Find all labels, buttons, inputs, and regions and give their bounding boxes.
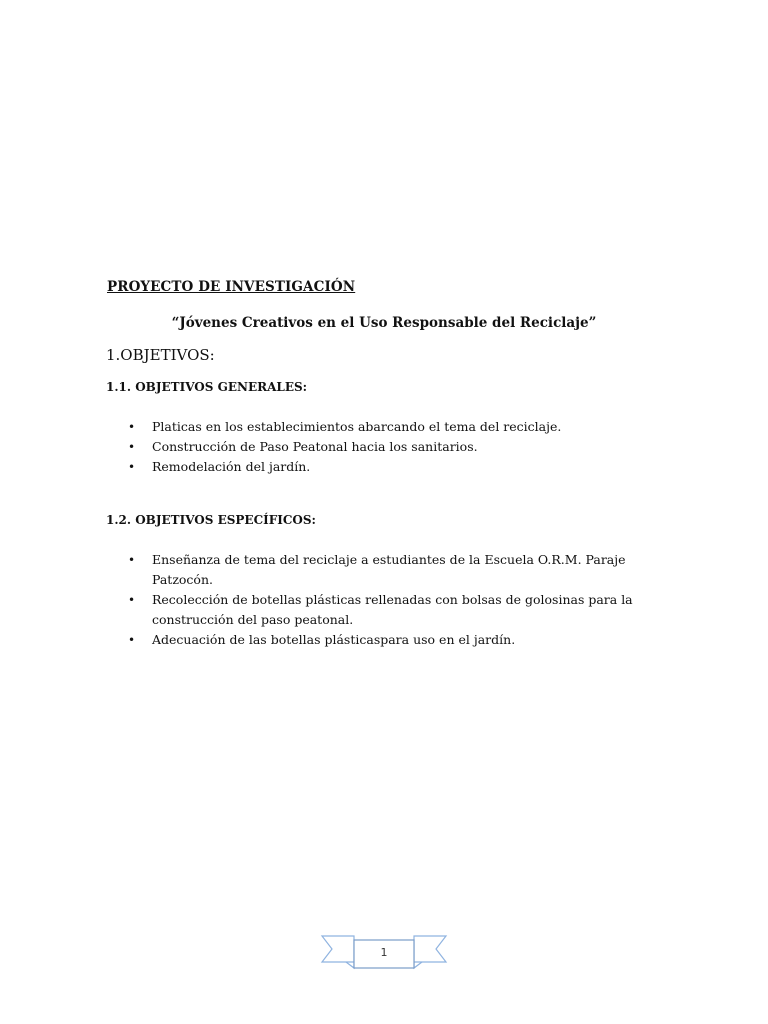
- document-subtitle: “Jóvenes Creativos en el Uso Responsable del Reciclaje”: [171, 315, 597, 331]
- general-objectives-list: [128, 417, 668, 477]
- specific-objectives-list: [128, 550, 668, 650]
- list-item: [128, 417, 668, 437]
- subsection-heading-especificos: 1.2. OBJETIVOS ESPECÍFICOS:: [106, 513, 316, 527]
- bullet-icon: •: [128, 420, 136, 434]
- subsection-heading-generales: 1.1. OBJETIVOS GENERALES:: [106, 380, 308, 394]
- bullet-icon: •: [128, 460, 136, 474]
- list-item-text: Construcción de Paso Peatonal hacia los sanitarios.: [152, 439, 478, 454]
- section-heading-objetivos: 1.OBJETIVOS:: [106, 346, 215, 364]
- bullet-icon: •: [128, 553, 136, 567]
- list-item-text: Enseñanza de tema del reciclaje a estudiantes de la Escuela O.R.M. Paraje Patzocón.: [152, 552, 626, 587]
- list-item-text: Recolección de botellas plásticas rellenadas con bolsas de golosinas para la construcción del paso peatonal.: [152, 592, 633, 627]
- list-item-text: Adecuación de las botellas plásticaspara uso en el jardín.: [152, 632, 516, 647]
- list-item-text: Platicas en los establecimientos abarcando el tema del reciclaje.: [152, 419, 562, 434]
- bullet-icon: •: [128, 633, 136, 647]
- list-item: [128, 630, 668, 650]
- page-number-ribbon: [320, 932, 448, 972]
- list-item: [128, 457, 668, 477]
- document-title: PROYECTO DE INVESTIGACIÓN: [107, 279, 356, 295]
- list-item: [128, 437, 668, 457]
- bullet-icon: •: [128, 593, 136, 607]
- bullet-icon: •: [128, 440, 136, 454]
- page-number: 1: [380, 946, 388, 959]
- list-item: [128, 590, 668, 630]
- list-item: [128, 550, 668, 590]
- list-item-text: Remodelación del jardín.: [152, 459, 311, 474]
